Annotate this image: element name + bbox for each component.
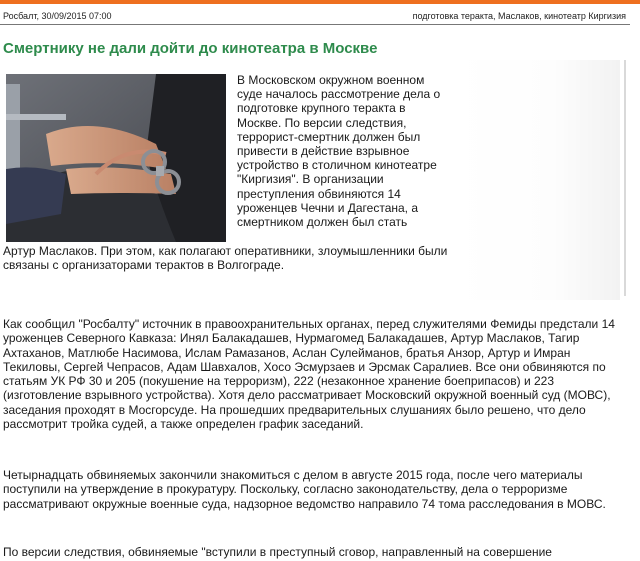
article-title: Смертнику не дали дойти до кинотеатра в Москве bbox=[3, 40, 378, 57]
article-tags[interactable]: подготовка теракта, Маслаков, кинотеатр Киргизия bbox=[412, 11, 626, 21]
side-panel-shadow bbox=[455, 60, 620, 300]
source-date: Росбалт, 30/09/2015 07:00 bbox=[3, 11, 112, 21]
article-lead-continuation: Артур Маслаков. При этом, как полагают оперативники, злоумышленники были связаны с организаторами терактов в Волгограде. bbox=[3, 244, 448, 273]
handcuffs-photo-icon bbox=[6, 74, 226, 242]
article-paragraph: По версии следствия, обвиняемые "вступили в преступный сговор, направленный на совершение bbox=[3, 545, 552, 559]
article-paragraph: Четырнадцать обвиняемых закончили знакомиться с делом в августе 2015 года, после чего материалы поступили на утверждение в прокуратуру. Поскольку, согласно законодательству, дела о терроризме рассматривают окружные военные суда, надзорное ведомство направило 74 тома расследования в МОВС. bbox=[3, 468, 606, 511]
article-paragraph: Как сообщил "Росбалту" источник в правоохранительных органах, перед служителями Фемиды предстали 14 уроженцев Северного Кавказа: Инял Балакадашев, Нурмагомед Балакадашев, Артур Маслаков, Тагир Ахтаханов, Матлюбе Насимова, Ислам Рамазанов, Аслан Сулейманов, братья Анзор, Артур и Имран Текиловы, Сергей Чепрасов, Адам Шавхалов, Хосо Эсмурзаев и Эрсмак Саралиев. Все они обвиняются по статьям УК РФ 30 и 205 (покушение на терроризм), 222 (незаконное хранение боеприпасов) и 223 (изготовление взрывного устройства). Хотя дело рассматривает Московский окружной военный суд (МОВС), заседания проходят в Мосгорсуде. На прошедших предварительных слушаниях было решено, что дело рассмотрит тройка судей, а также определен график заседаний. bbox=[3, 317, 615, 432]
article-meta-bar bbox=[0, 8, 630, 25]
article-lead: В Московском окружном военном суде началось рассмотрение дела о подготовке крупного теракта в Москве. По версии следствия, террорист-смертник должен был привести в действие взрывное устройство в столичном кинотеатре "Киргизия". В организации преступления обвиняются 14 уроженцев Чечни и Дагестана, а смертником должен был стать bbox=[237, 73, 441, 230]
top-accent-bar bbox=[0, 0, 640, 4]
article-photo bbox=[6, 74, 226, 242]
side-panel-divider bbox=[624, 60, 626, 296]
